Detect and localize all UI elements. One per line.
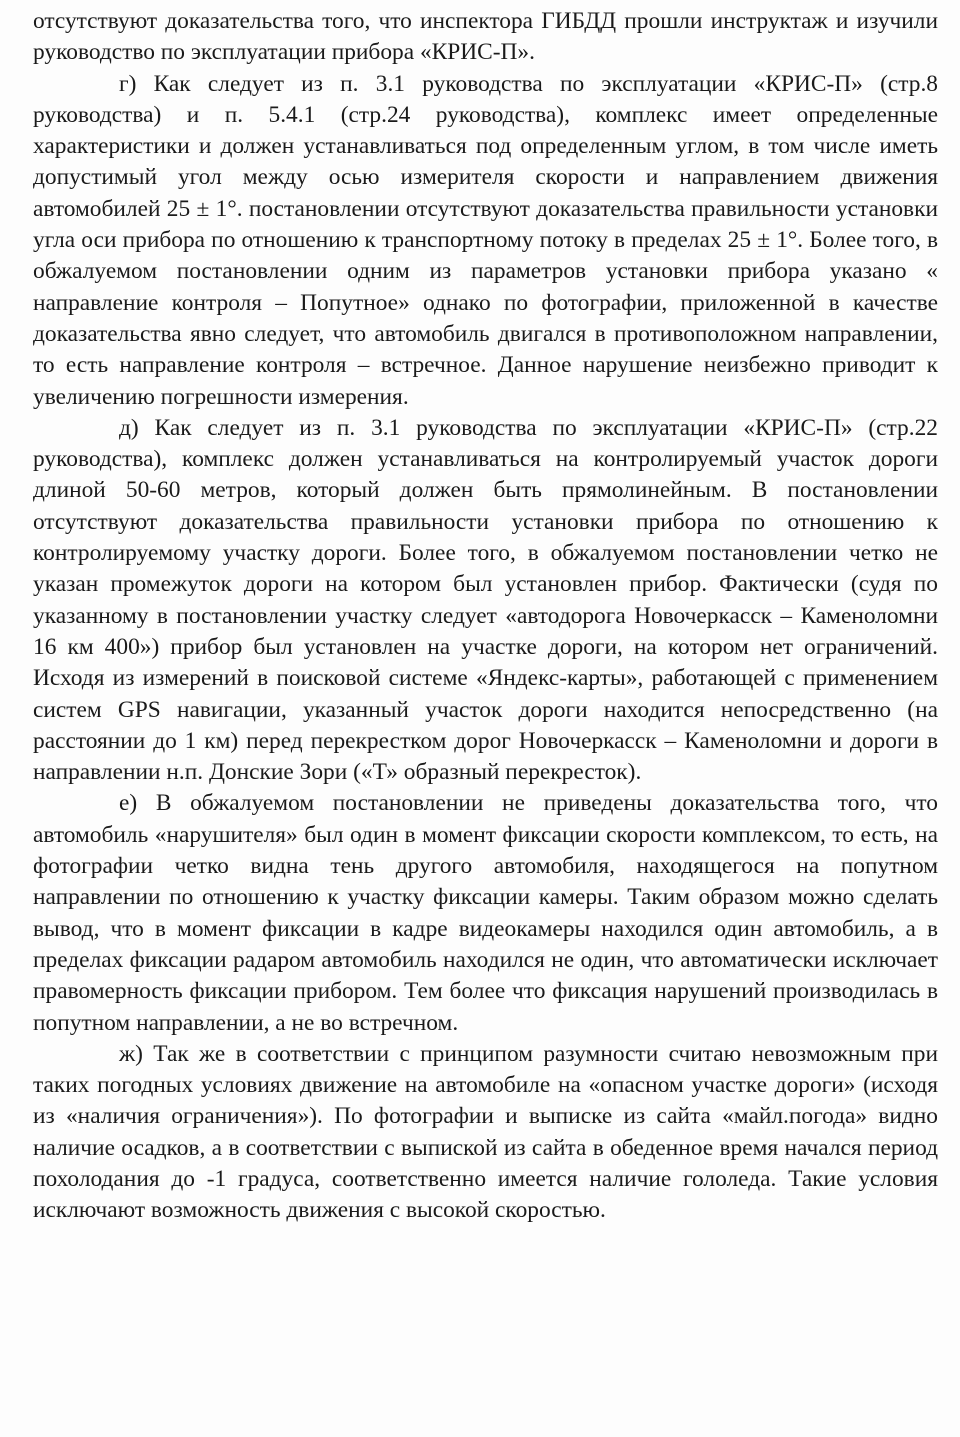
- paragraph-item-e: е) В обжалуемом постановлении не приведены доказательства того, что автомобиль «нарушителя» был один в момент фиксации скорости комплексом, то есть, на фотографии четко видна тень другого автомобиля, находящегося на попутном направлении по отношению к участку фиксации камеры. Таким образом можно сделать вывод, что в момент фиксации в кадре видеокамеры находился один автомобиль, а в пределах фиксации радаром автомобиль находился не один, что автоматически исключает правомерность фиксации прибором. Тем более что фиксация нарушений производилась в попутном направлении, а не во встречном.: [33, 790, 938, 1036]
- paragraph-item-zh: ж) Так же в соответствии с принципом разумности считаю невозможным при таких погодных условиях движение на автомобиле на «опасном участке дороги» (исходя из «наличия ограничения»). По фотографии и выписке из сайта «майл.погода» видно наличие осадков, а в соответствии с выпиской из сайта в обеденное время начался период похолодания до -1 градуса, соответственно имеется наличие гололеда. Такие условия исключают возможность движения с высокой скоростью.: [33, 1040, 938, 1224]
- paragraph-item-g: г) Как следует из п. 3.1 руководства по эксплуатации «КРИС-П» (стр.8 руководства) и п. 5.4.1 (стр.24 руководства), комплекс имеет определенные характеристики и должен устанавливаться под определенным углом, в том числе иметь допустимый угол между осью измерителя скорости и направлением движения автомобилей 25 ± 1°. постановлении отсутствуют доказательства правильности установки угла оси прибора по отношению к транспортному потоку в пределах 25 ± 1°. Более того, в обжалуемом постановлении одним из параметров установки прибора указано « направление контроля – Попутное» однако по фотографии, приложенной в качестве доказательства явно следует, что автомобиль двигался в противоположном направлении, то есть направление контроля – встречное. Данное нарушение неизбежно приводит к увеличению погрешности измерения.: [33, 70, 938, 410]
- paragraph-item-d: д) Как следует из п. 3.1 руководства по эксплуатации «КРИС-П» (стр.22 руководства), комплекс должен устанавливаться на контролируемый участок дороги длиной 50-60 метров, который должен быть прямолинейным. В постановлении отсутствуют доказательства правильности установки прибора по отношению к контролируемому участку дороги. Более того, в обжалуемом постановлении четко не указан промежуток дороги на котором был установлен прибор. Фактически (судя по указанному в постановлении участку следует «автодорога Новочеркасск – Каменоломни 16 км 400») прибор был установлен на участке дороги, на котором нет ограничений. Исходя из измерений в поисковой системе «Яндекс-карты», работающей с применением систем GPS навигации, указанный участок дороги находится непосредственно (на расстоянии до 1 км) перед перекрестком дорог Новочеркасск – Каменоломни и дороги в направлении н.п. Донские Зори («Т» образный перекресток).: [33, 414, 938, 786]
- paragraph-continuation: отсутствуют доказательства того, что инспектора ГИБДД прошли инструктаж и изучили руководство по эксплуатации прибора «КРИС-П».: [33, 8, 938, 66]
